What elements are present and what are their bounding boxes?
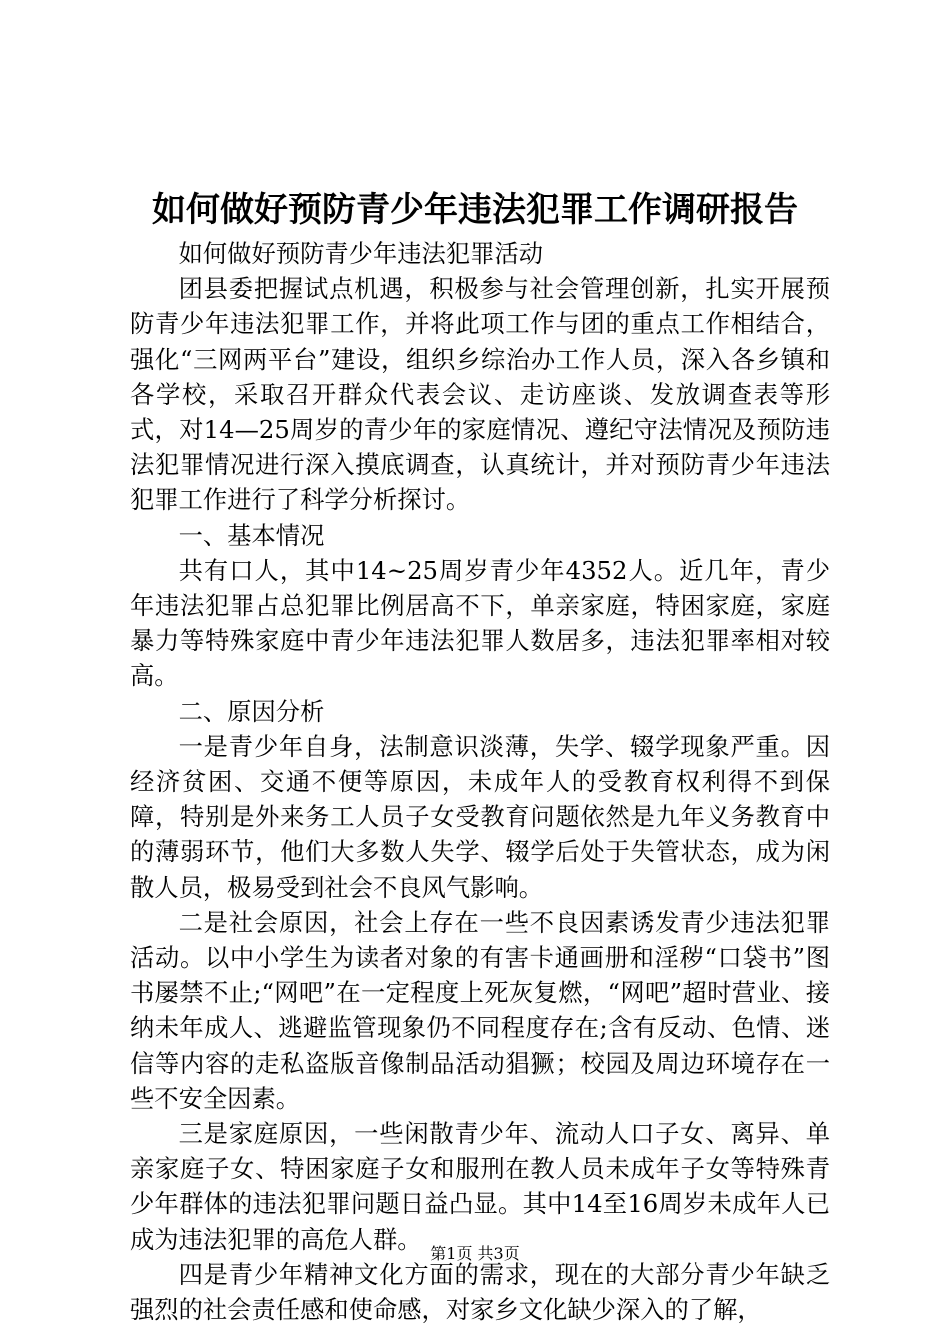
- section-heading-basic: 一、基本情况: [178, 520, 325, 550]
- basic-info-paragraph: 共有口人，其中14~25周岁青少年4352人。近几年，青少年违法犯罪占总犯罪比例居高不下，单亲家庭，特困家庭，家庭暴力等特殊家庭中青少年违法犯罪人数居多，违法犯罪率相对较高。: [130, 555, 830, 691]
- intro-paragraph: 团县委把握试点机遇，积极参与社会管理创新，扎实开展预防青少年违法犯罪工作，并将此项工作与团的重点工作相结合，强化“三网两平台”建设，组织乡综治办工作人员，深入各乡镇和各学校，采取召开群众代表会议、走访座谈、发放调查表等形式，对14—25周岁的青少年的家庭情况、遵纪守法情况及预防违法犯罪情况进行深入摸底调查，认真统计，并对预防青少年违法犯罪工作进行了科学分析探讨。: [130, 274, 830, 515]
- page-footer: 第1页 共3页: [430, 1244, 520, 1263]
- reason-3-paragraph: 三是家庭原因，一些闲散青少年、流动人口子女、离异、单亲家庭子女、特困家庭子女和服刑在教人员未成年子女等特殊青少年群体的违法犯罪问题日益凸显。其中14至16周岁未成年人已成为违法犯罪的高危人群。: [130, 1119, 830, 1254]
- subtitle-paragraph: 如何做好预防青少年违法犯罪活动: [178, 239, 544, 268]
- document-title: 如何做好预防青少年违法犯罪工作调研报告: [152, 190, 798, 230]
- reason-4-paragraph: 四是青少年精神文化方面的需求，现在的大部分青少年缺乏强烈的社会责任感和使命感，对家乡文化缺少深入的了解，: [130, 1259, 830, 1325]
- reason-1-paragraph: 一是青少年自身，法制意识淡薄，失学、辍学现象严重。因经济贫困、交通不便等原因，未成年人的受教育权利得不到保障，特别是外来务工人员子女受教育问题依然是九年义务教育中的薄弱环节，他们大多数人失学、辍学后处于失管状态，成为闲散人员，极易受到社会不良风气影响。: [130, 731, 830, 902]
- document-body: [130, 236, 830, 1327]
- section-heading-analysis: 二、原因分析: [178, 696, 325, 726]
- reason-2-paragraph: 二是社会原因，社会上存在一些不良因素诱发青少违法犯罪活动。以中小学生为读者对象的有害卡通画册和淫秽“口袋书”图书屡禁不止;“网吧”在一定程度上死灰复燃，“网吧”超时营业、接纳未年成人、逃避监管现象仍不同程度存在;含有反动、色情、迷信等内容的走私盗版音像制品活动猖獗；校园及周边环境存在一些不安全因素。: [130, 907, 830, 1113]
